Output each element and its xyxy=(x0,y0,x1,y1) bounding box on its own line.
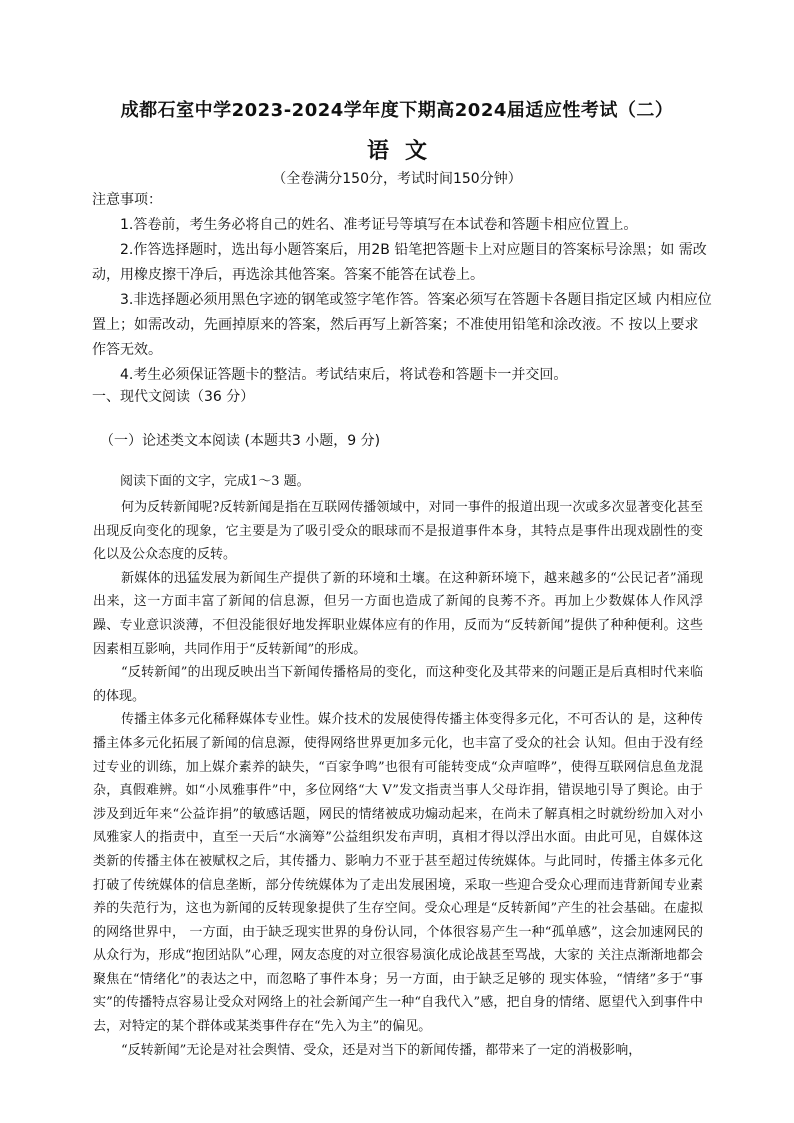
subsection-heading-argumentative: （一）论述类文本阅读 (本题共3 小题，9 分) xyxy=(100,433,381,449)
subject-title: 语文 xyxy=(366,139,443,164)
section-heading-modern-reading: 一、现代文阅读（36 分） xyxy=(92,389,255,405)
notice-item-1: 1.答卷前，考生务必将自己的姓名、准考证号等填写在本试卷和答题卡相应位置上。 xyxy=(120,217,638,233)
passage-paragraph-1: 何为反转新闻呢?反转新闻是指在互联网传播领域中，对同一事件的报道出现一次或多次显著变化甚至出现反向变化的现象，它主要是为了吸引受众的眼球而不是报道事件本身，其特点是事件出现戏剧性的变化以及公众态度的反转。 xyxy=(93,500,703,563)
notice-block xyxy=(92,188,712,388)
score-note: （全卷满分150分，考试时间150分钟） xyxy=(272,171,522,187)
reading-passage xyxy=(93,496,703,1062)
passage-paragraph-4: 传播主体多元化稀释媒体专业性。媒介技术的发展使得传播主体变得多元化，不可否认的 是，这种传播主体多元化拓展了新闻的信息源，使得网络世界更加多元化，也丰富了受众的社会 认知。但由于没有经过专业的训练，加上媒介素养的缺失，“百家争鸣”也很有可能转变成“众声喧哗”，使得互联网信息鱼龙混杂，真假难辨。如“小凤雅事件”中，多位网络“大 V”发文指责当事人父母诈捐，错误地引导了舆论。由于涉及到近年来“公益诈捐”的敏感话题，网民的情绪被成功煽动起来，在尚未了解真相之时就纷纷加入对小凤雅家人的指责中，直至一天后“水滴筹”公益组织发布声明，真相才得以浮出水面。由此可见，自媒体这类新的传播主体在被赋权之后，其传播力、影响力不亚于甚至超过传统媒体。与此同时，传播主体多元化打破了传统媒体的信息垄断，部分传统媒体为了走出发展困境，采取一些迎合受众心理而违背新闻专业素养的失范行为，这也为新闻的反转现象提供了生存空间。受众心理是“反转新闻”产生的社会基础。在虚拟的网络世界中， 一方面，由于缺乏现实世界的身份认同，个体很容易产生一种“孤单感”，这会加速网民的从众行为，形成“抱团站队”心理，网友态度的对立很容易演化成论战甚至骂战，大家的 关注点渐渐地都会聚焦在“情绪化”的表达之中，而忽略了事件本身；另一方面，由于缺乏足够的 现实体验，“情绪”多于“事实”的传播特点容易让受众对网络上的社会新闻产生一种“自我代入”感，把自身的情绪、愿望代入到事件中去，对特定的某个群体或某类事件存在“先入为主”的偏见。 xyxy=(93,712,703,1035)
passage-paragraph-3: “反转新闻”的出现反映出当下新闻传播格局的变化，而这种变化及其带来的问题正是后真相时代来临的体现。 xyxy=(93,665,703,704)
notice-heading: 注意事项： xyxy=(92,192,162,208)
exam-title: 成都石室中学2023-2024学年度下期高2024届适应性考试（二） xyxy=(120,100,674,121)
reading-instruction: 阅读下面的文字，完成1～3 题。 xyxy=(120,474,310,489)
passage-paragraph-2: 新媒体的迅猛发展为新闻生产提供了新的环境和土壤。在这种新环境下，越来越多的“公民记者”涌现出来，这一方面丰富了新闻的信息源，但另一方面也造成了新闻的良莠不齐。再加上少数媒体人作风浮躁、专业意识淡薄，不但没能很好地发挥职业媒体应有的作用，反而为“反转新闻”提供了种种便利。这些因素相互影响，共同作用于“反转新闻”的形成。 xyxy=(93,570,703,657)
notice-item-3: 3.非选择题必须用黑色字迹的钢笔或签字笔作答。答案必须写在答题卡各题目指定区域 内相应位置上；如需改动，先画掉原来的答案，然后再写上新答案；不准使用铅笔和涂改液。不 按以上要求作答无效。 xyxy=(92,292,712,358)
passage-paragraph-5: “反转新闻”无论是对社会舆情、受众，还是对当下的新闻传播，都带来了一定的消极影响， xyxy=(121,1042,642,1058)
notice-item-2: 2.作答选择题时，选出每小题答案后，用2B 铅笔把答题卡上对应题目的答案标号涂黑；如 需改动，用橡皮擦干净后，再选涂其他答案。答案不能答在试卷上。 xyxy=(92,242,707,283)
notice-item-4: 4.考生必须保证答题卡的整洁。考试结束后，将试卷和答题卡一并交回。 xyxy=(120,367,568,383)
